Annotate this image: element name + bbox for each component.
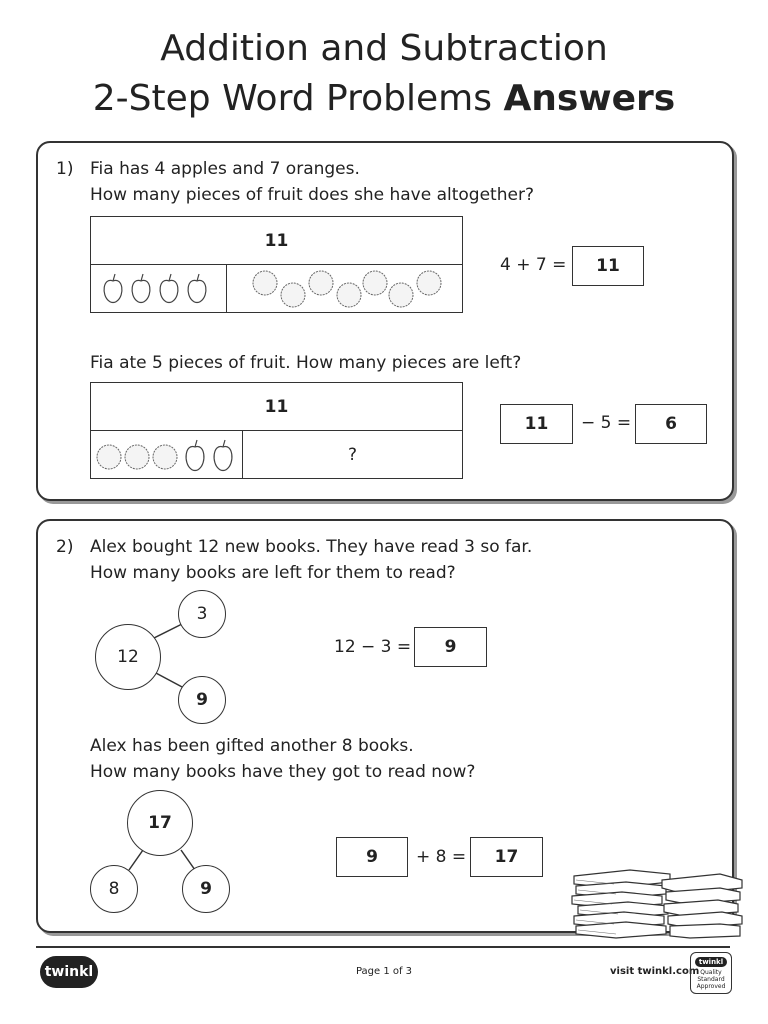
q1-bar2-total: 11 — [90, 382, 463, 431]
title-line2-prefix: 2-Step Word Problems — [92, 78, 492, 119]
q1-eq1-left: 4 + 7 = — [500, 255, 567, 275]
title-line1: Addition and Subtraction — [160, 28, 608, 69]
q1-part2: Fia ate 5 pieces of fruit. How many pieces are left? — [90, 353, 522, 373]
q1-bar2-unknown: ? — [242, 430, 463, 479]
q2-part2-line2: How many books have they got to read now? — [90, 762, 476, 782]
q2-part1b: 9 — [178, 676, 226, 724]
q2-line2: How many books are left for them to read? — [90, 563, 456, 583]
q2-line1: Alex bought 12 new books. They have read 3 so far. — [90, 537, 533, 557]
seal-text: Quality Standard Approved — [696, 968, 726, 990]
twinkl-logo[interactable]: twinkl — [40, 956, 98, 988]
footer-divider — [36, 946, 730, 948]
q2-eq2-op: + 8 = — [416, 847, 467, 867]
q2-whole2: 17 — [127, 790, 193, 856]
q1-line1: Fia has 4 apples and 7 oranges. — [90, 159, 360, 179]
q1-bar1-total: 11 — [90, 216, 463, 265]
title-answers: Answers — [503, 78, 676, 119]
quality-seal — [690, 952, 732, 994]
q2-part1a: 3 — [178, 590, 226, 638]
q1-eq1-answer: 11 — [572, 246, 644, 286]
seal-logo: twinkl — [695, 957, 727, 967]
q2-eq1-answer: 9 — [414, 627, 487, 667]
q2-number: 2) — [56, 537, 74, 557]
q2-part2a: 8 — [90, 865, 138, 913]
q2-whole1: 12 — [95, 624, 161, 690]
books-stack-illustration — [570, 866, 746, 938]
q2-part2b: 9 — [182, 865, 230, 913]
q1-number: 1) — [56, 159, 74, 179]
q2-part2-line1: Alex has been gifted another 8 books. — [90, 736, 414, 756]
q1-eq2-answer: 6 — [635, 404, 707, 444]
q1-line2: How many pieces of fruit does she have altogether? — [90, 185, 534, 205]
q2-eq1-left: 12 − 3 = — [334, 637, 412, 657]
q1-eq2-op: − 5 = — [581, 413, 632, 433]
footer-url[interactable]: visit twinkl.com — [610, 966, 700, 977]
page-number: Page 1 of 3 — [355, 966, 413, 977]
q2-eq2-answer: 17 — [470, 837, 543, 877]
q2-eq2-box: 9 — [336, 837, 408, 877]
q1-eq2-box: 11 — [500, 404, 573, 444]
